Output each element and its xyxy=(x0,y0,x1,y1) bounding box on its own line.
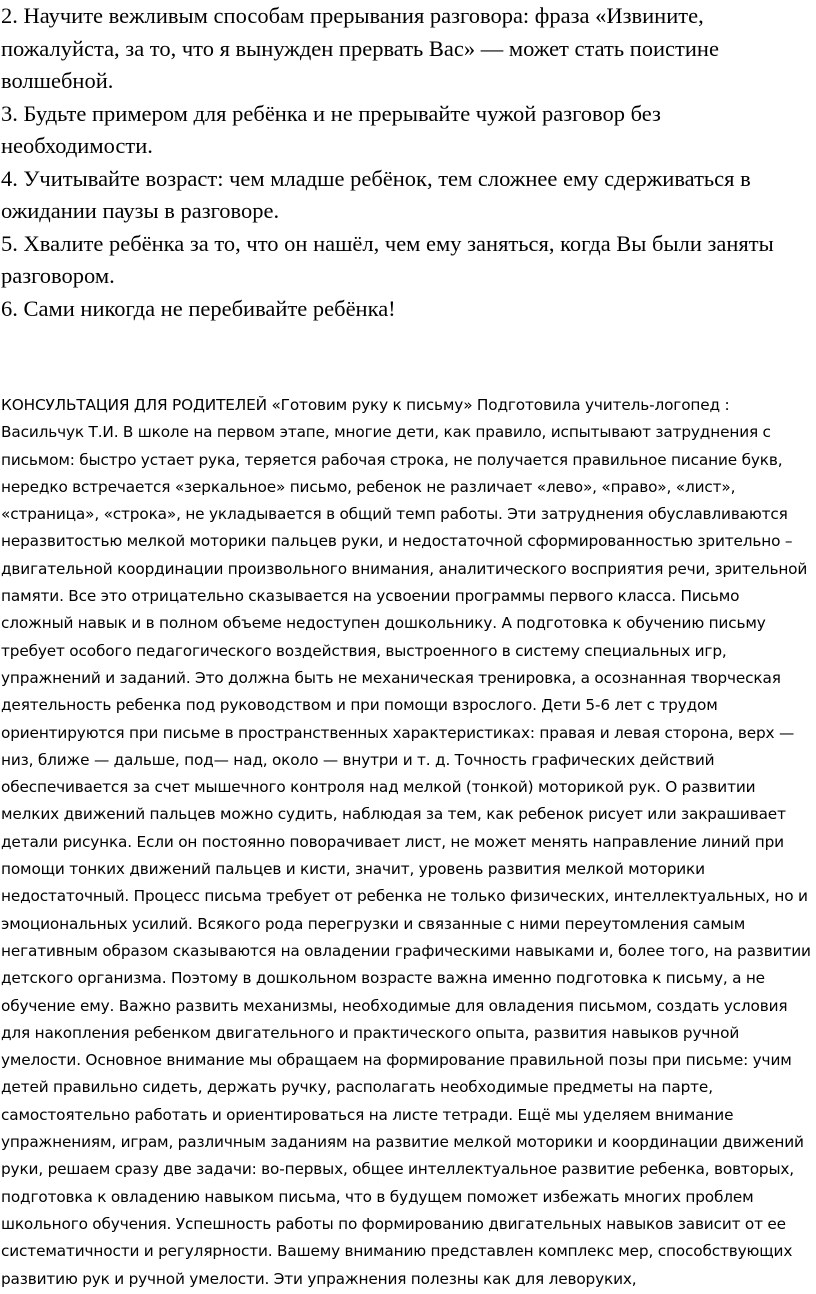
tips-list xyxy=(1,0,816,325)
tip-item: 6. Сами никогда не перебивайте ребёнка! xyxy=(1,295,396,321)
tip-item: 3. Будьте примером для ребёнка и не прерывайте чужой разговор без необходимости. xyxy=(1,100,661,158)
section-gap xyxy=(1,325,816,392)
tip-item: 4. Учитывайте возраст: чем младше ребёнок, тем сложнее ему сдерживаться в ожидании паузы в разговоре. xyxy=(1,165,751,223)
consultation-paragraph: КОНСУЛЬТАЦИЯ ДЛЯ РОДИТЕЛЕЙ «Готовим руку к письму» Подготовила учитель-логопед : Васильчук Т.И. В школе на первом этапе, многие дети, как правило, испытывают затруднения с письмом: быстро устает рука, теряется рабочая строка, не получается правильное писание букв, нередко встречается «зеркальное» письмо, ребенок не различает «лево», «право», «лист», «страница», «строка», не укладывается в общий темп работы. Эти затруднения обуславливаются неразвитостью мелкой моторики пальцев руки, и недостаточной сформированностью зрительно – двигательной координации произвольного внимания, аналитического восприятия речи, зрительной памяти. Все это отрицательно сказывается на усвоении программы первого класса. Письмо сложный навык и в полном объеме недоступен дошкольнику. А подготовка к обучению письму требует особого педагогического воздействия, выстроенного в систему специальных игр, упражнений и заданий. Это должна быть не механическая тренировка, а осознанная творческая деятельность ребенка под руководством и при помощи взрослого. Дети 5-6 лет с трудом ориентируются при письме в пространственных характеристиках: правая и левая сторона, верх — низ, ближе — дальше, под— над, около — внутри и т. д. Точность графических действий обеспечивается за счет мышечного контроля над мелкой (тонкой) моторикой рук. О развитии мелких движений пальцев можно судить, наблюдая за тем, как ребенок рисует или закрашивает детали рисунка. Если он постоянно поворачивает лист, не может менять направление линий при помощи тонких движений пальцев и кисти, значит, уровень развития мелкой моторики недостаточный. Процесс письма требует от ребенка не только физических, интеллектуальных, но и эмоциональных усилий. Всякого рода перегрузки и связанные с ними переутомления самым негативным образом сказываются на овладении графическими навыками и, более того, на развитии детского организма. Поэтому в дошкольном возрасте важна именно подготовка к письму, а не обучение ему. Важно развить механизмы, необходимые для овладения письмом, создать условия для накопления ребенком двигательного и практического опыта, развития навыков ручной умелости. Основное внимание мы обращаем на формирование правильной позы при письме: учим детей правильно сидеть, держать ручку, располагать необходимые предметы на парте, самостоятельно работать и ориентироваться на листе тетради. Ещё мы уделяем внимание упражнениям, играм, различным заданиям на развитие мелкой моторики и координации движений руки, решаем сразу две задачи: во-первых, общее интеллектуальное развитие ребенка, вовторых, подготовка к овладению навыком письма, что в будущем поможет избежать многих проблем школьного обучения. Успешность работы по формированию двигательных навыков зависит от ее систематичности и регулярности. Вашему вниманию представлен комплекс мер, способствующих развитию рук и ручной умелости. Эти упражнения полезны как для леворуких, xyxy=(1,396,811,1288)
tip-item: 2. Научите вежливым способам прерывания разговора: фраза «Извините, пожалуйста, за то, что я вынужден прервать Вас» — может стать поистине волшебной. xyxy=(1,3,719,93)
tip-item: 5. Хвалите ребёнка за то, что он нашёл, чем ему заняться, когда Вы были заняты разговором. xyxy=(1,230,774,288)
